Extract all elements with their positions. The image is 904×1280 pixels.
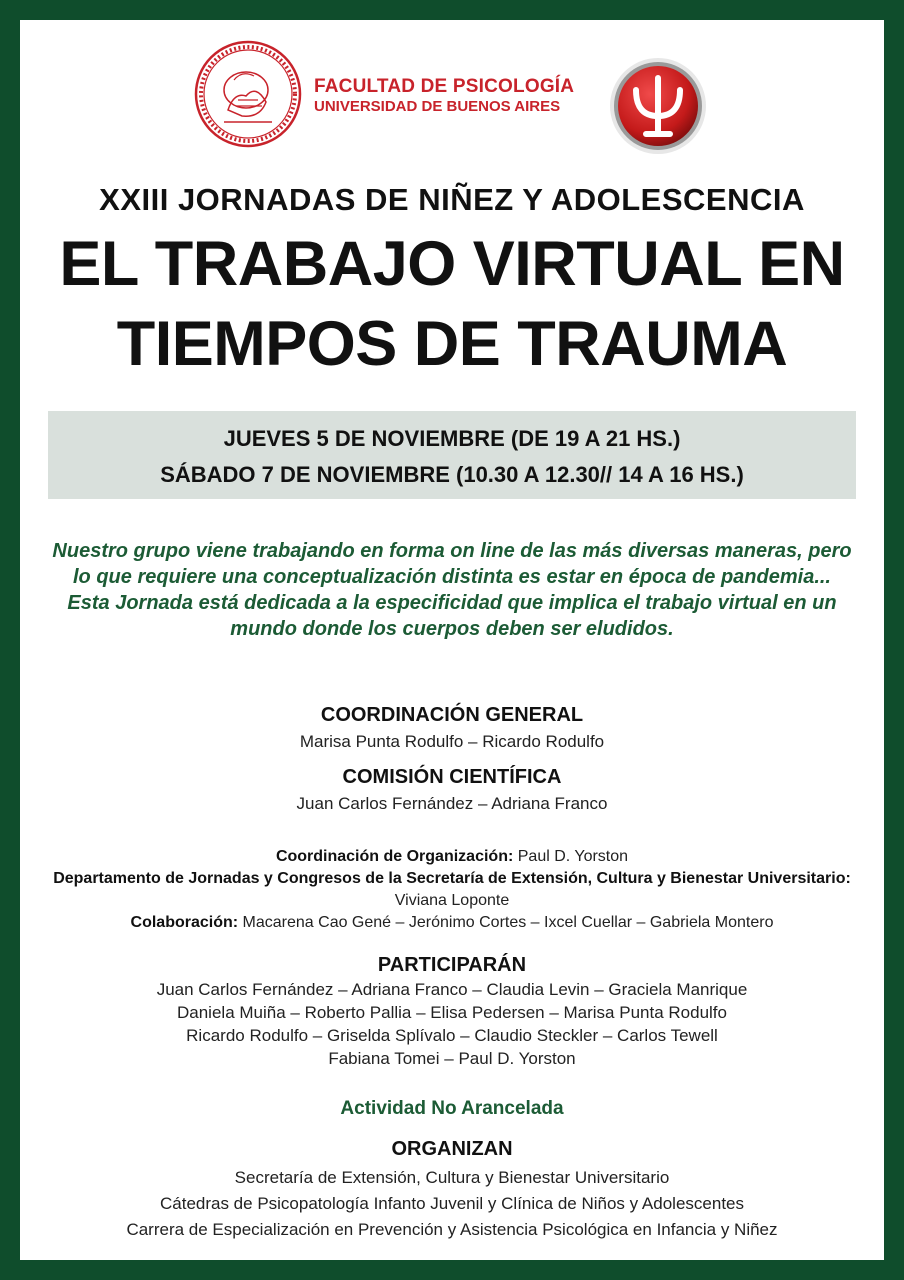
coord-organizacion <box>20 846 884 868</box>
flyer <box>20 20 884 1260</box>
organizan-heading: ORGANIZAN <box>391 1138 513 1160</box>
participant-line: Daniela Muiña – Roberto Pallia – Elisa Pedersen – Marisa Punta Rodulfo <box>177 1003 727 1022</box>
coord-organizacion-value: Paul D. Yorston <box>513 848 629 865</box>
colaboracion-value: Macarena Cao Gené – Jerónimo Cortes – Ixcel Cuellar – Gabriela Montero <box>238 914 774 931</box>
comision-heading: COMISIÓN CIENTÍFICA <box>342 766 562 788</box>
colaboracion <box>20 912 884 934</box>
departamento-jornadas <box>50 868 854 912</box>
university-seal-icon <box>194 40 302 148</box>
faculty-name: FACULTAD DE PSICOLOGÍA <box>314 76 575 97</box>
departamento-label: Departamento de Jornadas y Congresos de la Secretaría de Extensión, Cultura y Bienestar Universitario: <box>53 870 851 887</box>
organizer-line: Carrera de Especialización en Prevención y Asistencia Psicológica en Infancia y Niñez <box>126 1220 778 1239</box>
participant-line: Juan Carlos Fernández – Adriana Franco – Claudia Levin – Graciela Manrique <box>156 980 748 999</box>
event-series: XXIII JORNADAS DE NIÑEZ Y ADOLESCENCIA <box>99 182 805 217</box>
event-title-line-2: TIEMPOS DE TRAUMA <box>116 309 788 379</box>
coordinacion-heading: COORDINACIÓN GENERAL <box>320 704 584 726</box>
organizer-line: Cátedras de Psicopatología Infanto Juvenil y Clínica de Niños y Adolescentes <box>159 1194 744 1213</box>
psi-logo-icon <box>608 56 708 156</box>
participant-line: Ricardo Rodulfo – Griselda Splívalo – Claudio Steckler – Carlos Tewell <box>186 1026 718 1045</box>
university-name: UNIVERSIDAD DE BUENOS AIRES <box>314 98 561 115</box>
departamento-value: Viviana Loponte <box>394 892 510 909</box>
intro-paragraph: Nuestro grupo viene trabajando en forma on line de las más diversas maneras, pero lo que requiere una conceptualización distinta es estar en época de pandemia... Esta Jornada está dedicada a la especificidad que implica el trabajo virtual en un mundo donde los cuerpos deben ser eludidos. <box>52 540 852 640</box>
date-thursday: JUEVES 5 DE NOVIEMBRE (DE 19 A 21 HS.) <box>223 426 681 451</box>
colaboracion-label: Colaboración: <box>130 914 239 931</box>
event-title-line-1: EL TRABAJO VIRTUAL EN <box>59 229 845 299</box>
coord-organizacion-label: Coordinación de Organización: <box>275 848 514 865</box>
actividad-no-arancelada: Actividad No Arancelada <box>340 1098 564 1119</box>
comision-names: Juan Carlos Fernández – Adriana Franco <box>296 794 608 813</box>
date-saturday: SÁBADO 7 DE NOVIEMBRE (10.30 A 12.30// 14 A 16 HS.) <box>160 462 744 487</box>
coordinacion-names: Marisa Punta Rodulfo – Ricardo Rodulfo <box>299 732 605 751</box>
participant-line: Fabiana Tomei – Paul D. Yorston <box>328 1049 576 1068</box>
organizer-line: Secretaría de Extensión, Cultura y Bienestar Universitario <box>234 1168 670 1187</box>
participaran-heading: PARTICIPARÁN <box>377 954 527 976</box>
